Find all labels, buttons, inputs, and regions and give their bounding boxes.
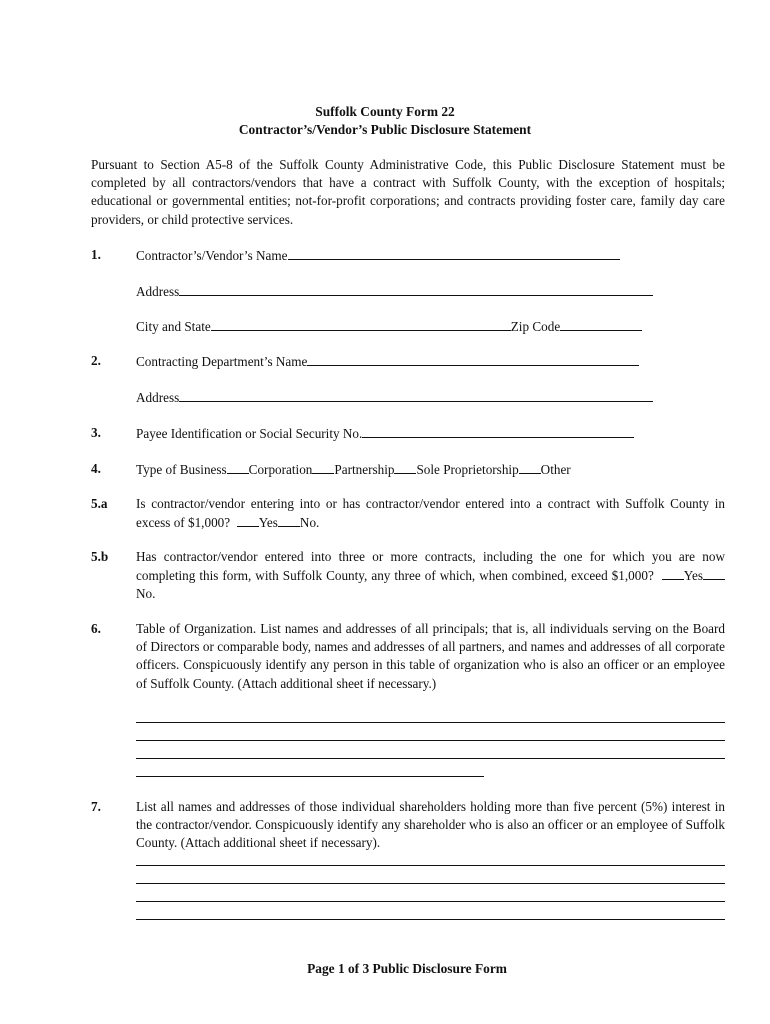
partnership-option: Partnership <box>334 462 395 477</box>
other-checkbox[interactable] <box>519 460 541 474</box>
form-title: Suffolk County Form 22 <box>315 104 455 119</box>
payee-field[interactable] <box>362 424 634 438</box>
dept-name-label: Contracting Department’s Name <box>136 354 308 369</box>
shareholder-answer-line[interactable] <box>136 901 725 902</box>
organization-answer-line[interactable] <box>136 722 725 723</box>
dept-address-label: Address <box>136 390 180 405</box>
question-5a <box>136 495 725 532</box>
form-subtitle: Contractor’s/Vendor’s Public Disclosure Statement <box>238 122 532 137</box>
shareholder-answer-line[interactable] <box>136 865 725 866</box>
question-6-text: Table of Organization. List names and addresses of all principals; that is, all individuals serving on the Board of Directors or comparable body, names and addresses of all partners, and names and addresses of all corporate officers. Conspicuously identify any person in this table of organization who is also an officer or an employee of Suffolk County. (Attach additional sheet if necessary.) <box>136 621 725 691</box>
q5b-no-label: No. <box>136 586 156 602</box>
zip-field[interactable] <box>560 317 642 331</box>
organization-answer-line[interactable] <box>136 776 484 777</box>
dept-name-row <box>136 352 639 371</box>
q5a-yes-label: Yes <box>258 515 278 531</box>
corporation-checkbox[interactable] <box>227 460 249 474</box>
item-2-number: 2. <box>91 353 101 368</box>
organization-answer-line[interactable] <box>136 758 725 759</box>
q5a-no-checkbox[interactable] <box>278 513 300 527</box>
city-state-row <box>136 317 642 336</box>
organization-answer-line[interactable] <box>136 740 725 741</box>
partnership-checkbox[interactable] <box>312 460 334 474</box>
vendor-address-field[interactable] <box>179 282 653 296</box>
dept-name-field[interactable] <box>307 352 639 366</box>
q5a-no-label: No. <box>299 515 320 531</box>
vendor-address-label: Address <box>136 284 180 299</box>
shareholder-answer-line[interactable] <box>136 883 725 884</box>
sole-proprietorship-option: Sole Proprietorship <box>416 462 519 477</box>
city-state-field[interactable] <box>211 317 511 331</box>
question-7-text: List all names and addresses of those individual shareholders holding more than five percent (5%) interest in the contractor/vendor. Conspicuously identify any shareholder who is also an officer or an employee of Suffolk County. (Attach additional sheet if necessary). <box>136 799 725 851</box>
item-5a-number: 5.a <box>91 496 108 511</box>
intro-paragraph: Pursuant to Section A5-8 of the Suffolk County Administrative Code, this Public Disclosure Statement must be completed by all contractors/vendors that have a contract with Suffolk County, with the exception of hospitals; educational or governmental entities; not-for-profit corporations; and contracts providing foster care, family day care providers, or child protective services. <box>91 157 725 227</box>
question-5b-text: Has contractor/vendor entered into three or more contracts, including the one for which you are now completing this form, with Suffolk County, any three of which, when combined, exceed $1,000? <box>136 549 725 584</box>
page-footer: Page 1 of 3 Public Disclosure Form <box>307 961 507 976</box>
item-6-number: 6. <box>91 621 101 636</box>
vendor-name-field[interactable] <box>288 246 620 260</box>
dept-address-row <box>136 388 653 407</box>
item-3-number: 3. <box>91 425 101 440</box>
shareholder-answer-line[interactable] <box>136 919 725 920</box>
corporation-option: Corporation <box>248 462 313 477</box>
question-5b <box>136 548 725 604</box>
business-type-label: Type of Business <box>136 462 227 477</box>
vendor-address-row <box>136 282 653 301</box>
item-4-number: 4. <box>91 461 101 476</box>
sole-proprietorship-checkbox[interactable] <box>394 460 416 474</box>
dept-address-field[interactable] <box>179 388 653 402</box>
item-1-number: 1. <box>91 247 101 262</box>
question-5a-text: Is contractor/vendor entering into or has contractor/vendor entered into a contract with Suffolk County in excess of $1,000? <box>136 496 725 531</box>
vendor-name-label: Contractor’s/Vendor’s Name <box>136 248 288 263</box>
payee-label: Payee Identification or Social Security No. <box>136 426 363 441</box>
q5b-yes-checkbox[interactable] <box>662 566 684 580</box>
q5a-yes-checkbox[interactable] <box>237 513 259 527</box>
item-5b-number: 5.b <box>91 549 109 564</box>
other-option: Other <box>540 462 571 477</box>
q5b-no-checkbox[interactable] <box>703 566 725 580</box>
payee-row <box>136 424 634 443</box>
item-7-number: 7. <box>91 799 101 814</box>
q5b-yes-label: Yes <box>683 568 703 584</box>
business-type-row <box>136 460 571 479</box>
city-state-label: City and State <box>136 319 211 334</box>
vendor-name-row <box>136 246 620 265</box>
zip-label: Zip Code <box>510 319 561 334</box>
